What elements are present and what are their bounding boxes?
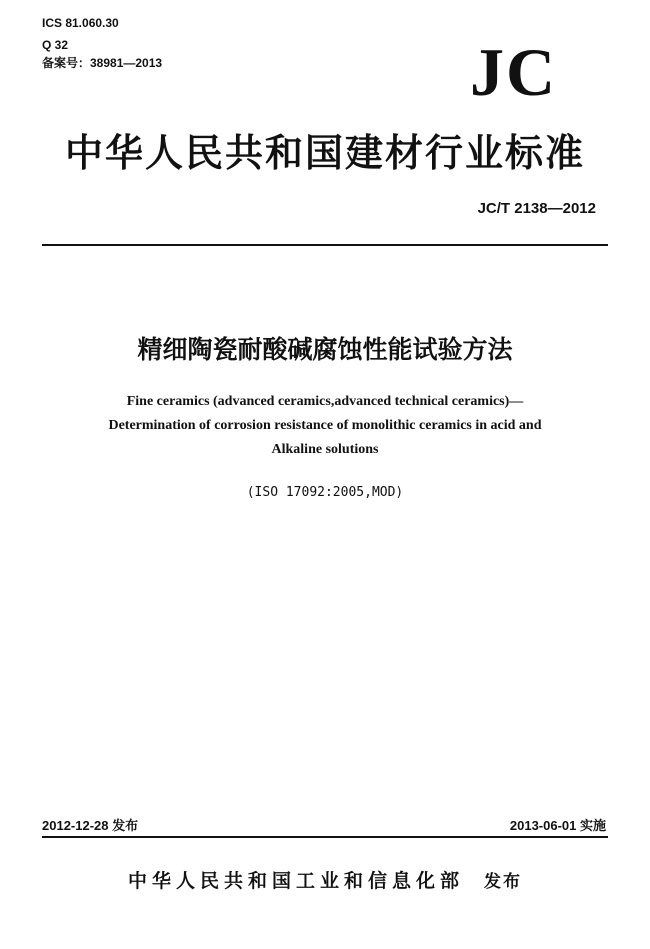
english-title-line-1: Fine ceramics (advanced ceramics,advanced technical ceramics)— <box>126 394 524 409</box>
iso-reference: (ISO 17092:2005,MOD) <box>246 485 404 500</box>
bottom-divider <box>42 836 608 838</box>
top-divider <box>42 244 608 246</box>
ccs-code: Q 32 <box>42 38 69 52</box>
issuing-authority: 中华人民共和国工业和信息化部 <box>127 870 464 892</box>
english-title-line-2: Determination of corrosion resistance of monolithic ceramics in acid and <box>108 418 542 433</box>
issue-verb: 发布 <box>484 872 522 892</box>
implementation-date: 2013-06-01 实施 <box>509 818 606 833</box>
standard-number: JC/T 2138—2012 <box>477 200 596 217</box>
english-title-line-3: Alkaline solutions <box>271 442 379 457</box>
chinese-title: 精细陶瓷耐酸碱腐蚀性能试验方法 <box>137 335 513 364</box>
ics-code: ICS 81.060.30 <box>42 16 119 30</box>
standard-category-title: 中华人民共和国建材行业标准 <box>64 131 585 175</box>
english-title <box>60 390 590 462</box>
jc-logo: JC <box>470 34 558 110</box>
record-number: 备案号：38981—2013 <box>42 56 163 70</box>
issue-date: 2012-12-28 发布 <box>42 818 139 833</box>
issuer-line <box>0 868 650 895</box>
